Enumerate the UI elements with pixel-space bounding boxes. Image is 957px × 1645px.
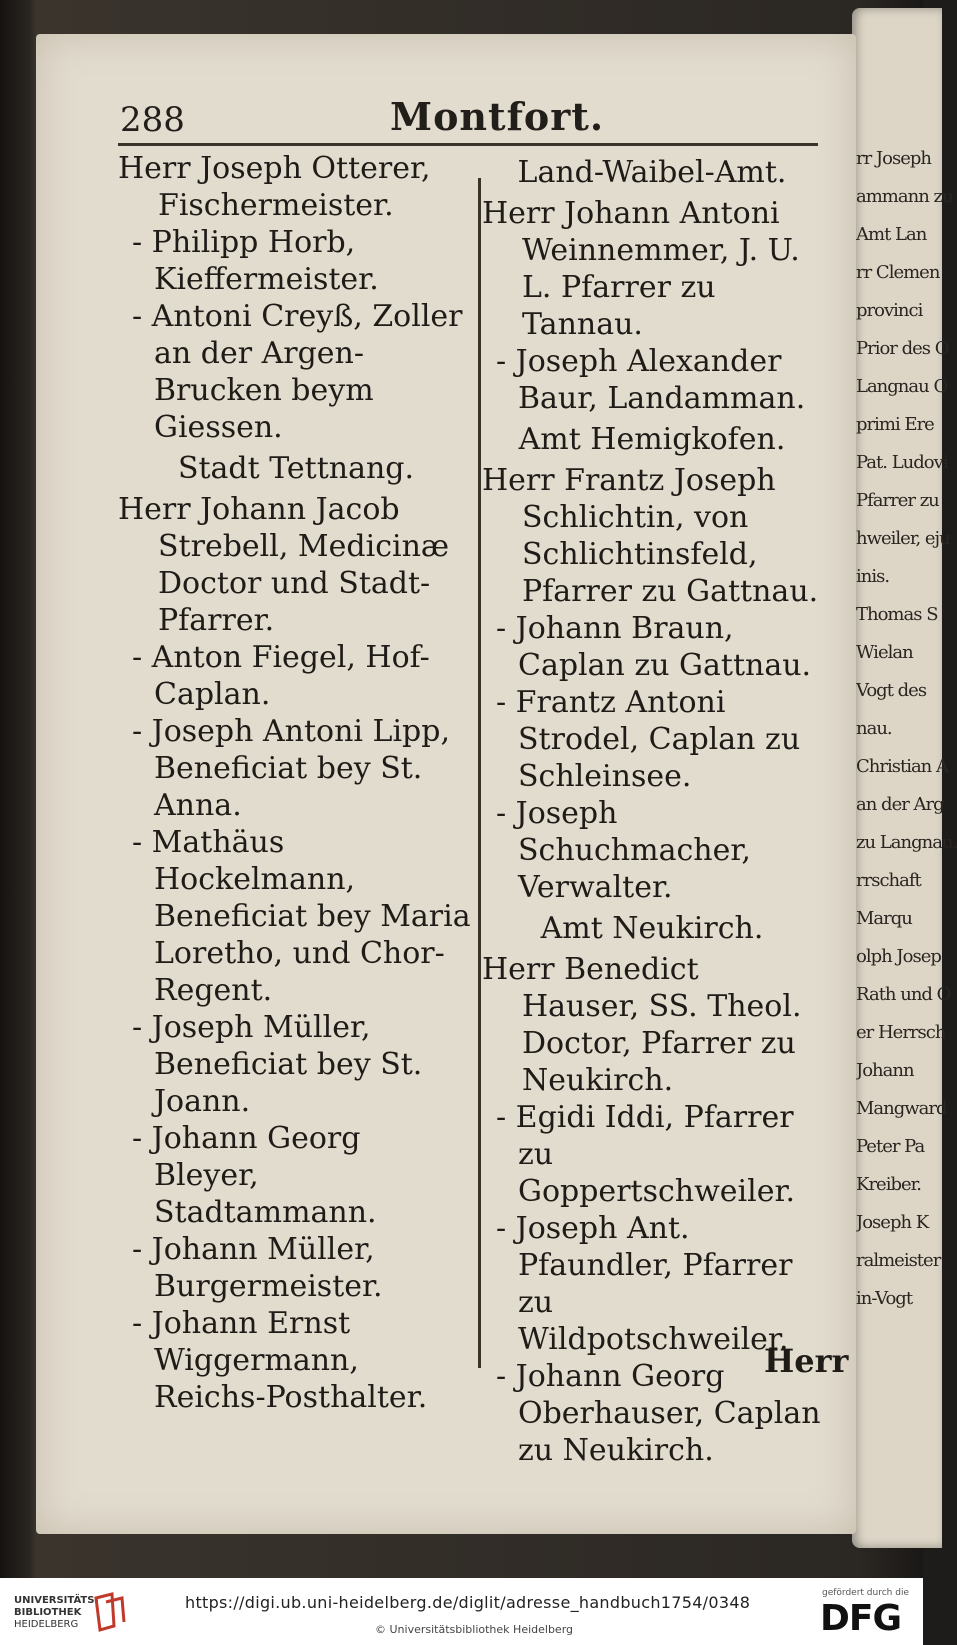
adjacent-page-fragment: inis.: [856, 566, 890, 587]
permalink-url[interactable]: https://digi.ub.uni-heidelberg.de/diglit/adresse_handbuch1754/0348: [185, 1593, 751, 1612]
header-rule: [118, 143, 818, 146]
library-name-line2: BIBLIOTHEK: [14, 1607, 82, 1618]
adjacent-page-fragment: in-Vogt: [856, 1288, 913, 1309]
directory-entry: - Johann Müller, Burgermeister.: [132, 1232, 383, 1304]
directory-entry: - Joseph Müller, Beneficiat bey St. Joann.: [132, 1010, 423, 1119]
adjacent-page-fragment: primi Ere: [856, 414, 934, 435]
adjacent-page-fragment: hweiler, eju: [856, 528, 950, 549]
section-heading: Stadt Tettnang.: [177, 451, 415, 486]
directory-entry: Herr Joseph Otterer, Fischermeister.: [118, 151, 431, 223]
section-heading: Amt Hemigkofen.: [518, 422, 786, 457]
directory-entry: Herr Benedict Hauser, SS. Theol. Doctor, Pfarrer zu Neukirch.: [482, 952, 802, 1098]
adjacent-page-fragment: Wielan: [856, 642, 913, 663]
adjacent-page-fragment: ralmeister: [856, 1250, 941, 1271]
copyright-notice: © Universitätsbibliothek Heidelberg: [375, 1623, 574, 1636]
adjacent-page-fragment: Marqu: [856, 908, 912, 929]
directory-entry: Herr Johann Antoni Weinnemmer, J. U. L. Pfarrer zu Tannau.: [482, 196, 800, 342]
directory-entry: - Joseph Antoni Lipp, Beneficiat bey St. Anna.: [132, 714, 450, 823]
adjacent-page-fragment: rr Joseph: [856, 148, 931, 169]
catchword: Herr: [764, 1342, 849, 1380]
directory-entry: - Anton Fiegel, Hof-Caplan.: [132, 640, 430, 712]
adjacent-page-fragment: Johann: [856, 1060, 914, 1081]
adjacent-page-fragment: Mangward: [856, 1098, 947, 1119]
section-heading: Land-Waibel-Amt.: [517, 155, 787, 190]
adjacent-page-fragment: Amt Lan: [856, 224, 927, 245]
funder-caption: gefördert durch die: [822, 1588, 909, 1598]
library-logo-text[interactable]: [14, 1595, 99, 1631]
adjacent-page: [852, 8, 957, 1548]
section-heading: Amt Neukirch.: [540, 911, 764, 946]
directory-entry: - Frantz Antoni Strodel, Caplan zu Schleinsee.: [496, 685, 801, 794]
library-name-line1: UNIVERSITÄTS-: [14, 1595, 99, 1606]
directory-entry: - Joseph Ant. Pfaundler, Pfarrer zu Wildpotschweiler.: [496, 1211, 793, 1357]
right-column: [482, 150, 822, 1469]
viewer-footer: [0, 1578, 923, 1645]
adjacent-page-fragment: rrschaft: [856, 870, 921, 891]
directory-entry: - Johann Braun, Caplan zu Gattnau.: [496, 611, 812, 683]
dfg-logo[interactable]: DFG: [820, 1598, 902, 1639]
adjacent-page-fragment: Prior des O: [856, 338, 949, 359]
adjacent-page-fragment: rr Clemen: [856, 262, 940, 283]
adjacent-page-fragment: Christian A: [856, 756, 948, 777]
adjacent-page-fragment: zu Langnau.: [856, 832, 957, 853]
adjacent-page-fragment: Rath und O: [856, 984, 951, 1005]
running-head: Montfort.: [390, 94, 605, 139]
library-logo-icon[interactable]: [92, 1592, 128, 1632]
adjacent-page-fragment: an der Arg: [856, 794, 944, 815]
directory-entry: - Philipp Horb, Kieffermeister.: [132, 225, 379, 297]
adjacent-page-fragment: Kreiber.: [856, 1174, 921, 1195]
directory-entry: - Egidi Iddi, Pfarrer zu Goppertschweiler.: [496, 1100, 796, 1209]
adjacent-page-fragment: er Herrsch: [856, 1022, 946, 1043]
adjacent-page-fragment: provinci: [856, 300, 923, 321]
directory-entry: - Johann Georg Oberhauser, Caplan zu Neukirch.: [496, 1359, 821, 1468]
directory-entry: - Mathäus Hockelmann, Beneficiat bey Maria Loretho, und Chor-Regent.: [132, 825, 471, 1008]
column-divider: [478, 178, 481, 1368]
adjacent-page-fragment: olph Josep: [856, 946, 941, 967]
adjacent-page-fragment: Joseph K: [856, 1212, 929, 1233]
directory-entry: Herr Johann Jacob Strebell, Medicinæ Doctor und Stadt-Pfarrer.: [118, 492, 450, 638]
directory-entry: - Antoni Creyß, Zoller an der Argen-Brucken beym Giessen.: [132, 299, 463, 445]
adjacent-page-fragment: Pfarrer zu: [856, 490, 939, 511]
directory-entry: Herr Frantz Joseph Schlichtin, von Schlichtinsfeld, Pfarrer zu Gattnau.: [482, 463, 819, 609]
left-column: [118, 150, 474, 1416]
library-name-line3: HEIDELBERG: [14, 1619, 79, 1630]
adjacent-page-fragment: Langnau O: [856, 376, 948, 397]
directory-entry: - Joseph Schuchmacher, Verwalter.: [496, 796, 751, 905]
directory-entry: - Johann Ernst Wiggermann, Reichs-Posthalter.: [132, 1306, 428, 1415]
directory-entry: - Johann Georg Bleyer, Stadtammann.: [132, 1121, 377, 1230]
adjacent-page-fragment: nau.: [856, 718, 892, 739]
adjacent-page-fragment: Peter Pa: [856, 1136, 925, 1157]
adjacent-page-fragment: Thomas S: [856, 604, 938, 625]
adjacent-page-fragment: ammann zu: [856, 186, 953, 207]
adjacent-page-fragment: Vogt des: [856, 680, 927, 701]
adjacent-page-fragment: Pat. Ludovi: [856, 452, 948, 473]
page-number: 288: [120, 100, 185, 140]
directory-entry: - Joseph Alexander Baur, Landamman.: [496, 344, 806, 416]
